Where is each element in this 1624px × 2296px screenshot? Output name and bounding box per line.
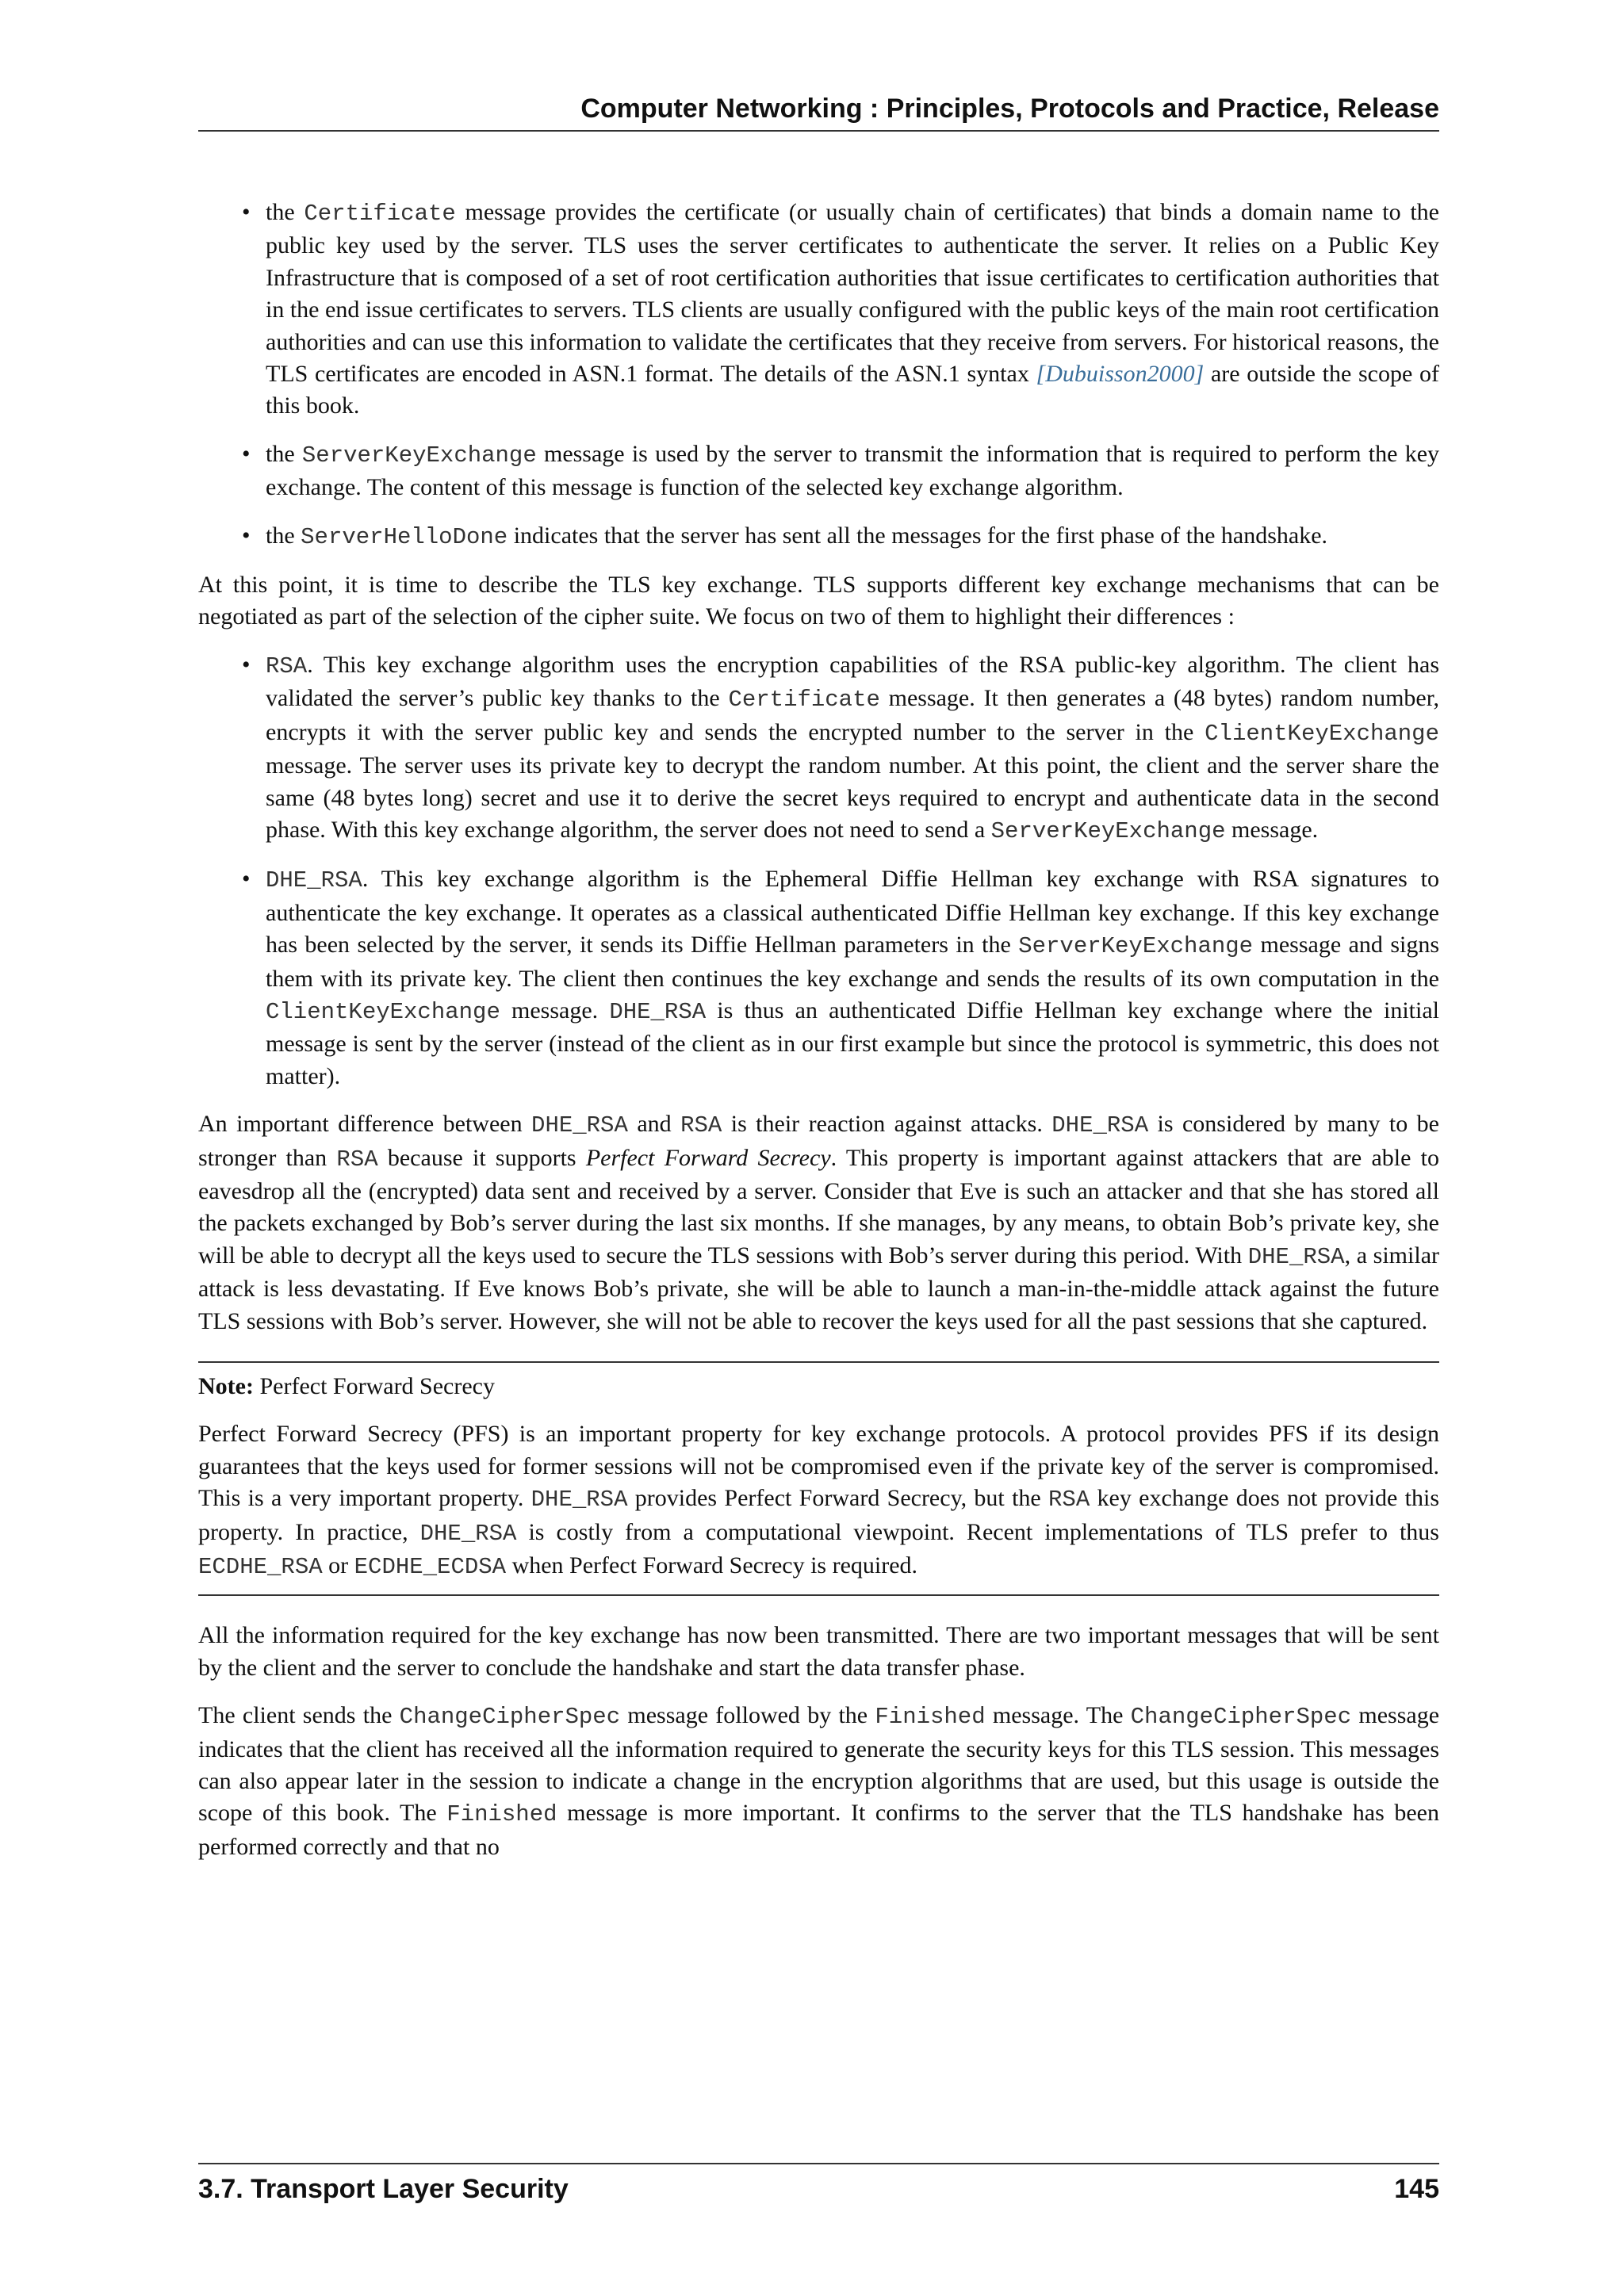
code-literal: DHE_RSA [266, 867, 362, 894]
text: is considered by many to be stronger than [198, 1111, 1439, 1171]
text: provides Perfect Forward Secrecy, but the [627, 1485, 1049, 1512]
code-literal: ECDHE_ECDSA [354, 1554, 507, 1581]
paragraph [198, 1108, 1439, 1337]
text: because it supports [377, 1144, 586, 1171]
page-number: 145 [1394, 2174, 1439, 2204]
text: or [322, 1552, 354, 1579]
code-literal: RSA [336, 1146, 378, 1173]
text: message. [500, 997, 610, 1024]
citation-link[interactable]: [Dubuisson2000] [1036, 361, 1205, 388]
code-literal: ClientKeyExchange [1205, 720, 1439, 747]
text: is their reaction against attacks. [722, 1111, 1052, 1138]
text: message indicates that the client has received all the information required to generate the security keys for this TLS session. This messages can also appear later in the session to indicate a change in the encryption algorithms that are used, but this usage is outside the scope of this book. The [198, 1702, 1440, 1827]
paragraph [198, 1700, 1439, 1863]
text: are outside the scope of this book. [266, 361, 1440, 419]
note-body [198, 1418, 1439, 1583]
text: message. The server uses its private key to decrypt the random number. At this point, the client and the server share the same (48 bytes long) secret and use it to derive the secret keys required to encrypt and authenticate data in the second phase. With this key exchange algorithm, the server does not need to send a [266, 752, 1439, 843]
note-label: Note: [198, 1373, 254, 1399]
code-literal: ChangeCipherSpec [1130, 1704, 1352, 1731]
text: , a similar attack is less devastating. If Eve knows Bob’s private, she will be able to launch a man-in-the-middle attack against the future TLS sessions with Bob’s server. However, she will not be able to recover the keys used for all the past sessions that she captured. [198, 1242, 1439, 1334]
text: indicates that the server has sent all the messages for the first phase of the handshake. [508, 522, 1328, 549]
message-list [198, 197, 1439, 553]
text: is thus an authenticated Diffie Hellman key exchange where the initial message is sent by the server (instead of the client as in our first example but since the protocol is symmetric, this does not matter). [266, 997, 1439, 1089]
code-literal: ServerKeyExchange [1018, 933, 1254, 960]
bullet-icon: • [242, 866, 251, 893]
code-literal: DHE_RSA [530, 1487, 628, 1513]
code-literal: RSA [1048, 1487, 1090, 1513]
paragraph: At this point, it is time to describe the TLS key exchange. TLS supports different key exchange mechanisms that can be negotiated as part of the selection of the cipher suite. We focus on two of them to highlight their differences : [198, 572, 1439, 630]
text: The client sends the [198, 1702, 400, 1729]
code-literal: Certificate [304, 201, 456, 227]
code-literal: ServerKeyExchange [301, 442, 537, 469]
code-literal: Finished [875, 1704, 986, 1731]
text: is costly from a computational viewpoint. Recent implementations of TLS prefer to thus [516, 1518, 1439, 1545]
bullet-icon: • [242, 440, 251, 467]
list-item-dhe-rsa [198, 863, 1439, 1093]
code-literal: ECDHE_RSA [198, 1554, 323, 1581]
code-literal: DHE_RSA [1051, 1112, 1149, 1139]
text: the [266, 522, 301, 549]
list-item [198, 520, 1439, 553]
code-literal: DHE_RSA [609, 998, 707, 1025]
text: message followed by the [620, 1702, 875, 1729]
code-literal: Finished [446, 1801, 557, 1828]
code-literal: Certificate [728, 687, 880, 714]
text: message is used by the server to transmit the information that is required to perform the key exchange. The content of this message is function of the selected key exchange algorithm. [266, 440, 1440, 501]
code-literal: RSA [266, 652, 308, 679]
text: . This key exchange algorithm uses the encryption capabilities of the RSA public-key algorithm. The client has validated the server’s public key thanks to the [266, 651, 1439, 712]
code-literal: ServerKeyExchange [990, 817, 1226, 844]
note-heading [198, 1371, 1439, 1402]
key-exchange-list [198, 649, 1439, 1093]
bullet-icon: • [242, 199, 251, 225]
emphasis: Perfect Forward Secrecy [585, 1144, 831, 1171]
text: message is more important. It confirms to the server that the TLS handshake has been performed correctly and that no [198, 1800, 1439, 1860]
note-box [198, 1361, 1439, 1596]
text: key exchange does not provide this property. In practice, [198, 1485, 1439, 1545]
text: message and signs them with its private key. The client then continues the key exchange and sends the results of its own computation in the [266, 932, 1439, 992]
list-item-rsa [198, 649, 1439, 848]
text: An important difference between [198, 1111, 532, 1138]
page-header [198, 89, 1439, 132]
note-title: Perfect Forward Secrecy [259, 1373, 495, 1399]
paragraph: All the information required for the key exchange has now been transmitted. There are two important messages that will be sent by the client and the server to conclude the handshake and start the data transfer phase. [198, 1622, 1439, 1681]
text: . This property is important against attackers that are able to eavesdrop all the (encrypted) data sent and received by a server. Consider that Eve is such an attacker and that she has stored all the packets exchanged by Bob’s server during the last six months. If she manages, by any means, to obtain Bob’s private key, she will be able to decrypt all the keys used to secure the TLS sessions with Bob’s server during this period. With [198, 1144, 1439, 1269]
text: message provides the certificate (or usually chain of certificates) that binds a domain name to the public key used by the server. TLS uses the server certificates to authenticate the server. It relies on a Public Key Infrastructure that is composed of a set of root certification authorities that issue certificates to certification authorities that in the end issue certificates to servers. TLS clients are usually configured with the public keys of the main root certification authorities and can use this information to validate the certificates that they receive from servers. For historical reasons, the TLS certificates are encoded in ASN.1 format. The details of the ASN.1 syntax [266, 199, 1439, 388]
code-literal: ClientKeyExchange [266, 998, 500, 1025]
text: message. It then generates a (48 bytes) random number, encrypts it with the server public key and sends the encrypted number to the server in the [266, 685, 1440, 745]
bullet-icon: • [242, 522, 251, 549]
code-literal: ChangeCipherSpec [399, 1704, 621, 1731]
page-footer [198, 2163, 1439, 2212]
running-title: Computer Networking : Principles, Protocols and Practice, Release [580, 94, 1439, 124]
code-literal: DHE_RSA [419, 1520, 517, 1547]
text: the [266, 440, 302, 467]
code-literal: RSA [680, 1112, 722, 1139]
text: the [266, 199, 304, 225]
text: . This key exchange algorithm is the Ephemeral Diffie Hellman key exchange with RSA signatures to authenticate the key exchange. It operates as a classical authenticated Diffie Hellman key exchange. If this key exchange has been selected by the server, it sends its Diffie Hellman parameters in the [266, 866, 1439, 959]
text: when Perfect Forward Secrecy is required. [506, 1552, 918, 1579]
page-body [198, 197, 1439, 1879]
code-literal: DHE_RSA [1247, 1243, 1345, 1270]
bullet-icon: • [242, 651, 251, 678]
code-literal: ServerHelloDone [301, 523, 508, 550]
text: and [627, 1111, 681, 1138]
list-item [198, 438, 1439, 504]
list-item [198, 197, 1439, 423]
text: message. The [985, 1702, 1131, 1729]
text: Perfect Forward Secrecy (PFS) is an important property for key exchange protocols. A protocol provides PFS if its design guarantees that the keys used for former sessions will not be compromised even if the private key of the server is compromised. This is a very important property. [198, 1421, 1439, 1512]
code-literal: DHE_RSA [531, 1112, 628, 1139]
section-title: 3.7. Transport Layer Security [198, 2174, 569, 2204]
text: message. [1225, 816, 1319, 843]
